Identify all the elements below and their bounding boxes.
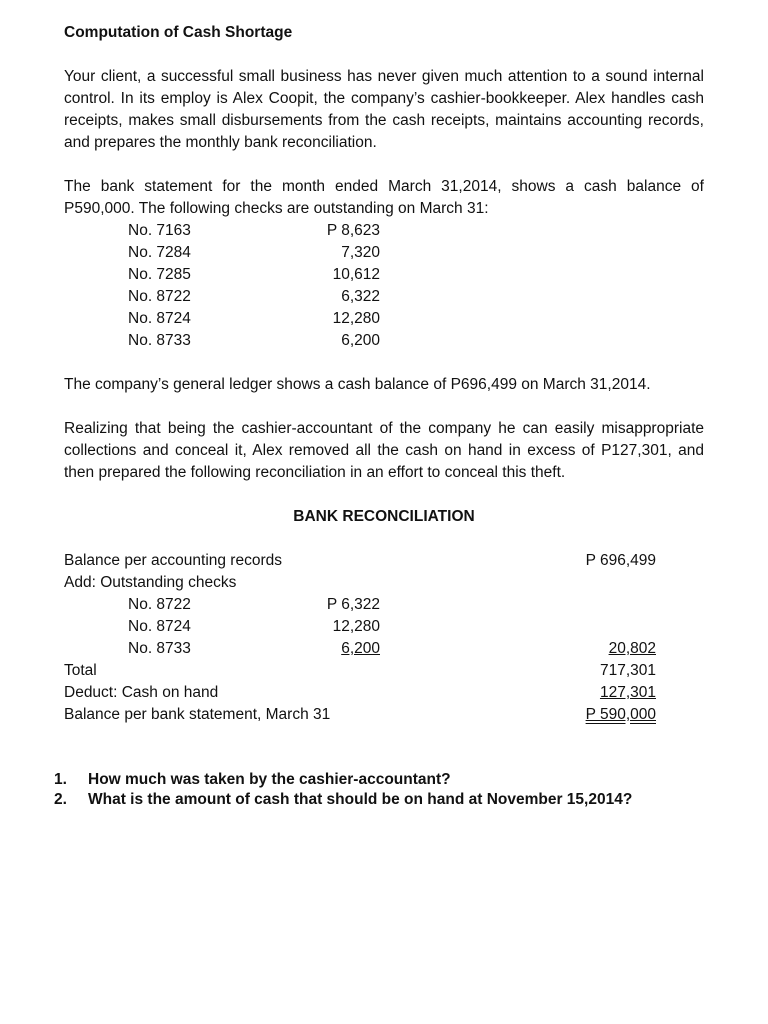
question-text: What is the amount of cash that should be on hand at November 15,2014?	[88, 791, 633, 808]
document-title: Computation of Cash Shortage	[64, 24, 293, 41]
recon-check-row	[64, 594, 704, 616]
check-row	[64, 242, 704, 264]
check-row	[64, 264, 704, 286]
deduct-value: 127,301	[599, 684, 656, 701]
check-row	[64, 286, 704, 308]
check-amount: 6,322	[341, 288, 380, 305]
recon-row-add	[64, 572, 704, 594]
reconciliation-heading: BANK RECONCILIATION	[293, 508, 475, 525]
recon-row-deduct	[64, 682, 704, 704]
questions-list	[54, 770, 704, 810]
check-amount: 6,200	[341, 332, 380, 349]
question-text: How much was taken by the cashier-accountant?	[88, 771, 451, 788]
recon-check-amount: 12,280	[332, 618, 380, 635]
question-number: 2.	[54, 791, 67, 808]
check-number: No. 8722	[128, 288, 191, 305]
recon-check-row	[64, 616, 704, 638]
check-number: No. 7163	[128, 222, 191, 239]
bank-balance-value: P 590,000	[585, 706, 656, 723]
check-row	[64, 330, 704, 352]
recon-check-number: No. 8733	[128, 640, 191, 657]
recon-check-number: No. 8722	[128, 596, 191, 613]
document-page	[54, 22, 704, 810]
recon-check-amount: P 6,322	[326, 596, 380, 613]
recon-row-total	[64, 660, 704, 682]
intro-paragraph: Your client, a successful small business has never given much attention to a sound internal control. In its employ is Alex Coopit, the company’s cashier-bookkeeper. Alex handles cash receipts, makes small disbursements from the cash receipts, maintains accounting records, and prepares the monthly bank reconciliation.	[64, 68, 704, 151]
balance-label: Balance per accounting records	[64, 552, 282, 569]
recon-row-balance	[64, 550, 704, 572]
outstanding-checks-list	[64, 220, 704, 352]
question-item	[54, 770, 704, 790]
check-row	[64, 220, 704, 242]
balance-value: P 696,499	[585, 552, 656, 569]
total-value: 717,301	[599, 662, 656, 679]
question-number: 1.	[54, 771, 67, 788]
recon-row-bank	[64, 704, 704, 726]
question-item	[54, 790, 704, 810]
reconciliation-table	[64, 550, 704, 726]
total-label: Total	[64, 662, 97, 679]
recon-check-row	[64, 638, 704, 660]
check-number: No. 7284	[128, 244, 191, 261]
check-number: No. 8724	[128, 310, 191, 327]
check-row	[64, 308, 704, 330]
check-amount: 10,612	[332, 266, 380, 283]
bank-statement-paragraph: The bank statement for the month ended March 31,2014, shows a cash balance of P590,000. The following checks are outstanding on March 31:	[64, 178, 704, 217]
checks-total: 20,802	[608, 640, 656, 657]
deduct-label: Deduct: Cash on hand	[64, 684, 219, 701]
recon-check-number: No. 8724	[128, 618, 191, 635]
ledger-paragraph: The company’s general ledger shows a cash balance of P696,499 on March 31,2014.	[64, 376, 651, 393]
check-amount: P 8,623	[326, 222, 380, 239]
check-amount: 12,280	[332, 310, 380, 327]
check-number: No. 8733	[128, 332, 191, 349]
add-label: Add: Outstanding checks	[64, 574, 237, 591]
check-amount: 7,320	[341, 244, 380, 261]
realizing-paragraph: Realizing that being the cashier-accountant of the company he can easily misappropriate collections and conceal it, Alex removed all the cash on hand in excess of P127,301, and then prepared the following reconciliation in an effort to conceal this theft.	[64, 420, 704, 481]
bank-balance-label: Balance per bank statement, March 31	[64, 706, 331, 723]
recon-check-amount: 6,200	[341, 640, 380, 657]
check-number: No. 7285	[128, 266, 191, 283]
